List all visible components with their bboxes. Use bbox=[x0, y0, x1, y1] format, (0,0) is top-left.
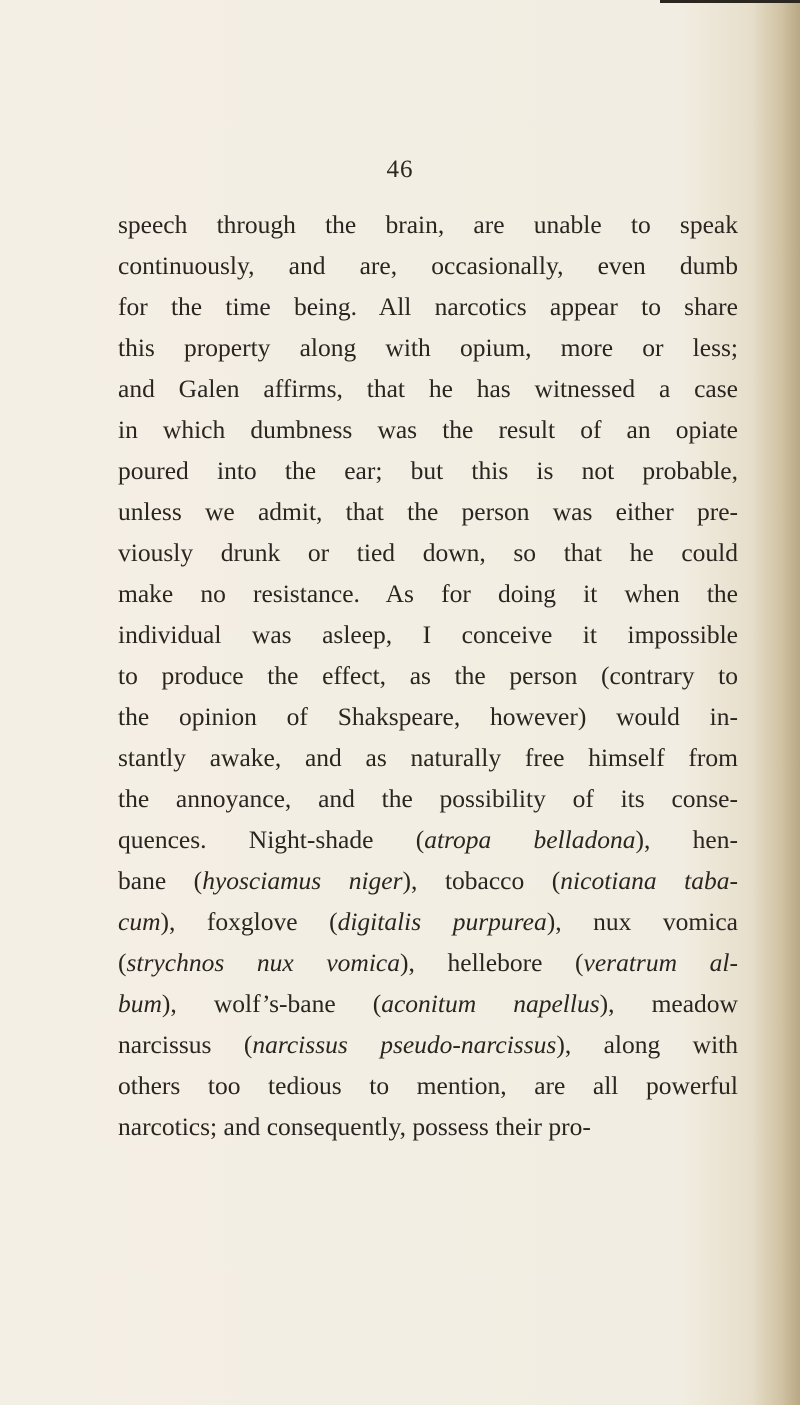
text-line bbox=[118, 573, 738, 614]
top-edge-rule bbox=[660, 0, 800, 3]
italic-text-segment: strychnos nux vomica bbox=[126, 948, 400, 977]
page-edge-shadow bbox=[752, 0, 800, 1405]
text-line bbox=[118, 860, 738, 901]
text-line bbox=[118, 491, 738, 532]
text-line bbox=[118, 409, 738, 450]
text-segment: ), nux vomica bbox=[546, 907, 738, 936]
text-segment: in which dumbness was the result of an opiate bbox=[118, 415, 738, 444]
text-segment: ), foxglove ( bbox=[160, 907, 338, 936]
text-segment: the annoyance, and the possibility of its conse- bbox=[118, 784, 738, 813]
text-segment: poured into the ear; but this is not probable, bbox=[118, 456, 738, 485]
text-segment: ), tobacco ( bbox=[402, 866, 561, 895]
text-segment: narcissus ( bbox=[118, 1030, 253, 1059]
text-line bbox=[118, 532, 738, 573]
text-line bbox=[118, 942, 738, 983]
text-segment: individual was asleep, I conceive it impossible bbox=[118, 620, 738, 649]
text-line bbox=[118, 901, 738, 942]
text-segment: ), meadow bbox=[599, 989, 738, 1018]
text-segment: narcotics; and consequently, possess their pro- bbox=[118, 1112, 591, 1141]
text-segment: continuously, and are, occasionally, even dumb bbox=[118, 251, 738, 280]
italic-text-segment: hyosciamus niger bbox=[202, 866, 403, 895]
italic-text-segment: atropa belladona bbox=[424, 825, 636, 854]
text-segment: others too tedious to mention, are all powerful bbox=[118, 1071, 738, 1100]
text-line bbox=[118, 327, 738, 368]
text-line bbox=[118, 286, 738, 327]
text-line bbox=[118, 819, 738, 860]
text-line bbox=[118, 655, 738, 696]
text-segment: for the time being. All narcotics appear to share bbox=[118, 292, 738, 321]
italic-text-segment: cum bbox=[118, 907, 161, 936]
italic-text-segment: digitalis purpurea bbox=[337, 907, 547, 936]
text-segment: ), hellebore ( bbox=[400, 948, 584, 977]
text-line bbox=[118, 1065, 738, 1106]
text-segment: ( bbox=[118, 948, 127, 977]
italic-text-segment: aconitum napellus bbox=[381, 989, 600, 1018]
text-line bbox=[118, 614, 738, 655]
text-line bbox=[118, 368, 738, 409]
text-line bbox=[118, 450, 738, 491]
body-text bbox=[118, 204, 738, 1147]
text-segment: ), hen- bbox=[635, 825, 738, 854]
text-segment: stantly awake, and as naturally free himself from bbox=[118, 743, 738, 772]
text-segment: the opinion of Shakspeare, however) would in- bbox=[118, 702, 738, 731]
page-number: 46 bbox=[386, 156, 414, 183]
italic-text-segment: narcissus pseudo-narcissus bbox=[252, 1030, 557, 1059]
text-segment: bane ( bbox=[118, 866, 203, 895]
text-segment: viously drunk or tied down, so that he could bbox=[118, 538, 738, 567]
italic-text-segment: nicotiana taba- bbox=[560, 866, 738, 895]
text-line bbox=[118, 696, 738, 737]
text-segment: this property along with opium, more or less; bbox=[118, 333, 738, 362]
text-segment: speech through the brain, are unable to speak bbox=[118, 210, 738, 239]
text-segment: unless we admit, that the person was either pre- bbox=[118, 497, 738, 526]
text-line bbox=[118, 204, 738, 245]
text-segment: to produce the effect, as the person (contrary to bbox=[118, 661, 738, 690]
italic-text-segment: bum bbox=[118, 989, 162, 1018]
text-segment: quences. Night-shade ( bbox=[118, 825, 425, 854]
text-segment: ), along with bbox=[556, 1030, 738, 1059]
text-line bbox=[118, 983, 738, 1024]
text-line bbox=[118, 737, 738, 778]
text-line bbox=[118, 1106, 738, 1147]
text-line bbox=[118, 778, 738, 819]
text-line bbox=[118, 245, 738, 286]
text-segment: make no resistance. As for doing it when the bbox=[118, 579, 738, 608]
italic-text-segment: veratrum al- bbox=[583, 948, 738, 977]
text-segment: and Galen affirms, that he has witnessed a case bbox=[118, 374, 738, 403]
text-line bbox=[118, 1024, 738, 1065]
text-segment: ), wolf’s-bane ( bbox=[161, 989, 382, 1018]
